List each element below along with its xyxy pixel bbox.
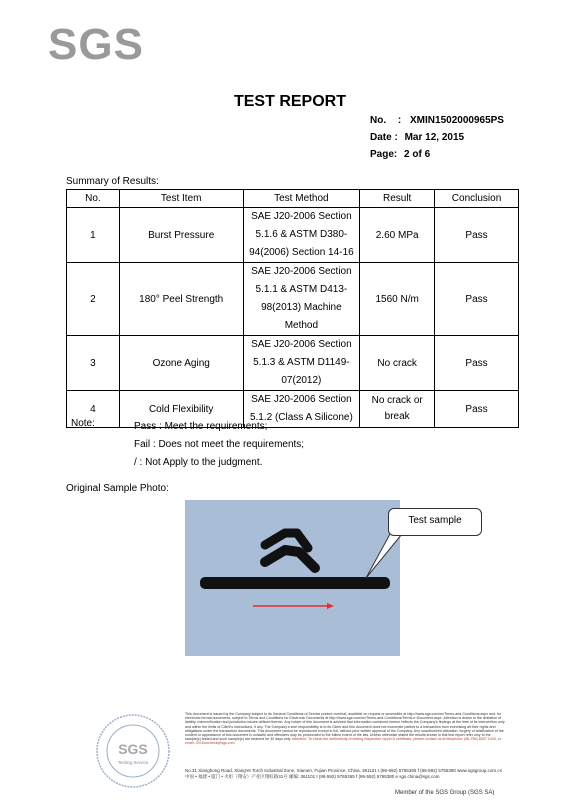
sgs-logo: SGS — [48, 20, 144, 69]
note-list — [134, 418, 304, 472]
cell-no: 4 — [67, 391, 120, 428]
method-line: SAE J20-2006 Section — [251, 394, 352, 405]
method-line: 98(2013) Machine Method — [261, 302, 342, 331]
method-line: 5.1.2 (Class A Silicone) — [249, 412, 353, 423]
report-number-row — [370, 112, 504, 129]
member-text: Member of the SGS Group (SGS SA) — [395, 790, 495, 796]
cell-conclusion: Pass — [435, 336, 519, 391]
cell-test-method — [243, 208, 360, 263]
seal-sub-text: Testing Service — [117, 760, 149, 765]
method-line: SAE J20-2006 Section — [251, 339, 352, 350]
summary-label: Summary of Results: — [66, 176, 159, 187]
report-page-row — [370, 146, 504, 163]
method-line: 94(2006) Section 14-16 — [249, 247, 354, 258]
report-date: Mar 12, 2015 — [404, 132, 465, 143]
cell-no: 3 — [67, 336, 120, 391]
report-date-row — [370, 129, 504, 146]
table-header-row — [67, 190, 519, 208]
col-header-conclusion: Conclusion — [435, 190, 519, 208]
method-line: 5.1.6 & ASTM D380- — [255, 229, 348, 240]
cell-no: 1 — [67, 208, 120, 263]
cell-test-method — [243, 263, 360, 336]
cell-test-item: 180° Peel Strength — [119, 263, 243, 336]
col-header-result: Result — [360, 190, 435, 208]
note-line: Fail : Does not meet the requirements; — [134, 439, 305, 450]
note-label: Note: — [71, 418, 95, 429]
table-row — [67, 208, 519, 263]
report-number-label: No. — [370, 115, 387, 126]
report-date-label: Date : — [370, 132, 398, 143]
col-header-test-method: Test Method — [243, 190, 360, 208]
cell-test-item: Burst Pressure — [119, 208, 243, 263]
address-en: No.31 Xianghong Road, XiangYe Torch Industrial Zone, Xiamen, Fujian Province, China. 361101 t (86-592) 5765365 f (86-592) 5765380 www.sgsgroup.com.cn — [185, 768, 503, 773]
method-line: SAE J20-2006 Section — [251, 266, 352, 277]
report-page: 2 of 6 — [404, 149, 431, 160]
test-sample-callout: Test sample — [388, 508, 482, 536]
footer-address — [185, 768, 515, 780]
cell-test-item: Ozone Aging — [119, 336, 243, 391]
cell-result: No crack — [360, 336, 435, 391]
cell-no: 2 — [67, 263, 120, 336]
results-table — [66, 189, 519, 428]
method-line: 07(2012) — [281, 375, 322, 386]
cell-test-item: Cold Flexibility — [119, 391, 243, 428]
report-title: TEST REPORT — [233, 93, 346, 110]
seal-logo-text: SGS — [118, 741, 148, 757]
photo-label: Original Sample Photo: — [66, 483, 169, 494]
cell-conclusion: Pass — [435, 263, 519, 336]
disclaimer-text: This document is issued by the Company subject to its General Conditions of Service printed overleaf, available on request or accessible at http://www.sgs.com/en/Terms-and-Conditions.aspx and, for electronic format documents, subject to Terms and Conditions for Electronic Documents at http://www.sgs.com/en/Terms-and-Conditions/Terms-e-Document.aspx. Attention is drawn to the limitation of liability, indemnification and jurisdiction issues defined therein. Any holder of this document is advised that information contained hereon reflects the Company's findings at the time of its intervention only and within the limits of Client's instructions, if any. The Company's sole responsibility is to its Client and this document does not exonerate parties to a transaction from exercising all their rights and obligations under the transaction documents. This document cannot be reproduced except in full, without prior written approval of the Company. Any unauthorized alteration, forgery or falsification of the content or appearance of this document is unlawful and offenders may be prosecuted to the fullest extent of the law. Unless otherwise stated the results shown in this test report refer only to the sample(s) tested and such sample(s) are retained for 30 days only. — [185, 712, 505, 742]
col-header-test-item: Test Item — [119, 190, 243, 208]
cell-result: No crack or break — [360, 391, 435, 428]
method-line: 5.1.1 & ASTM D413- — [255, 284, 348, 295]
cell-result: 2.60 MPa — [360, 208, 435, 263]
method-line: 5.1.3 & ASTM D1149- — [253, 357, 350, 368]
note-line: / : Not Apply to the judgment. — [134, 457, 263, 468]
attention-text: Attention: To check the authenticity of testing /inspection report & certificate, please contact us at telephone: (86-755) 8307 1443, or email: CN.Doccheck@sgs.com — [185, 737, 501, 746]
report-page-label: Page: — [370, 149, 398, 160]
address-cn: 中国 • 福建 • 厦门 • 火炬（翔安）产业区翔虹路31号 邮编: 361101 t (86-592) 5765365 f (86-592) 5765380 e sgs.china@sgs.com — [185, 774, 440, 779]
note-line: Pass : Meet the requirements; — [134, 421, 268, 432]
method-line: SAE J20-2006 Section — [251, 211, 352, 222]
table-row — [67, 263, 519, 336]
cell-result: 1560 N/m — [360, 263, 435, 336]
report-number-sep: : — [397, 115, 402, 126]
sgs-seal-icon — [94, 712, 172, 790]
report-meta — [370, 112, 504, 163]
col-header-no: No. — [67, 190, 120, 208]
footer-disclaimer — [185, 712, 505, 746]
cell-conclusion: Pass — [435, 391, 519, 428]
table-row — [67, 336, 519, 391]
cell-test-method — [243, 336, 360, 391]
report-number: XMIN1502000965PS — [410, 115, 504, 126]
cell-conclusion: Pass — [435, 208, 519, 263]
